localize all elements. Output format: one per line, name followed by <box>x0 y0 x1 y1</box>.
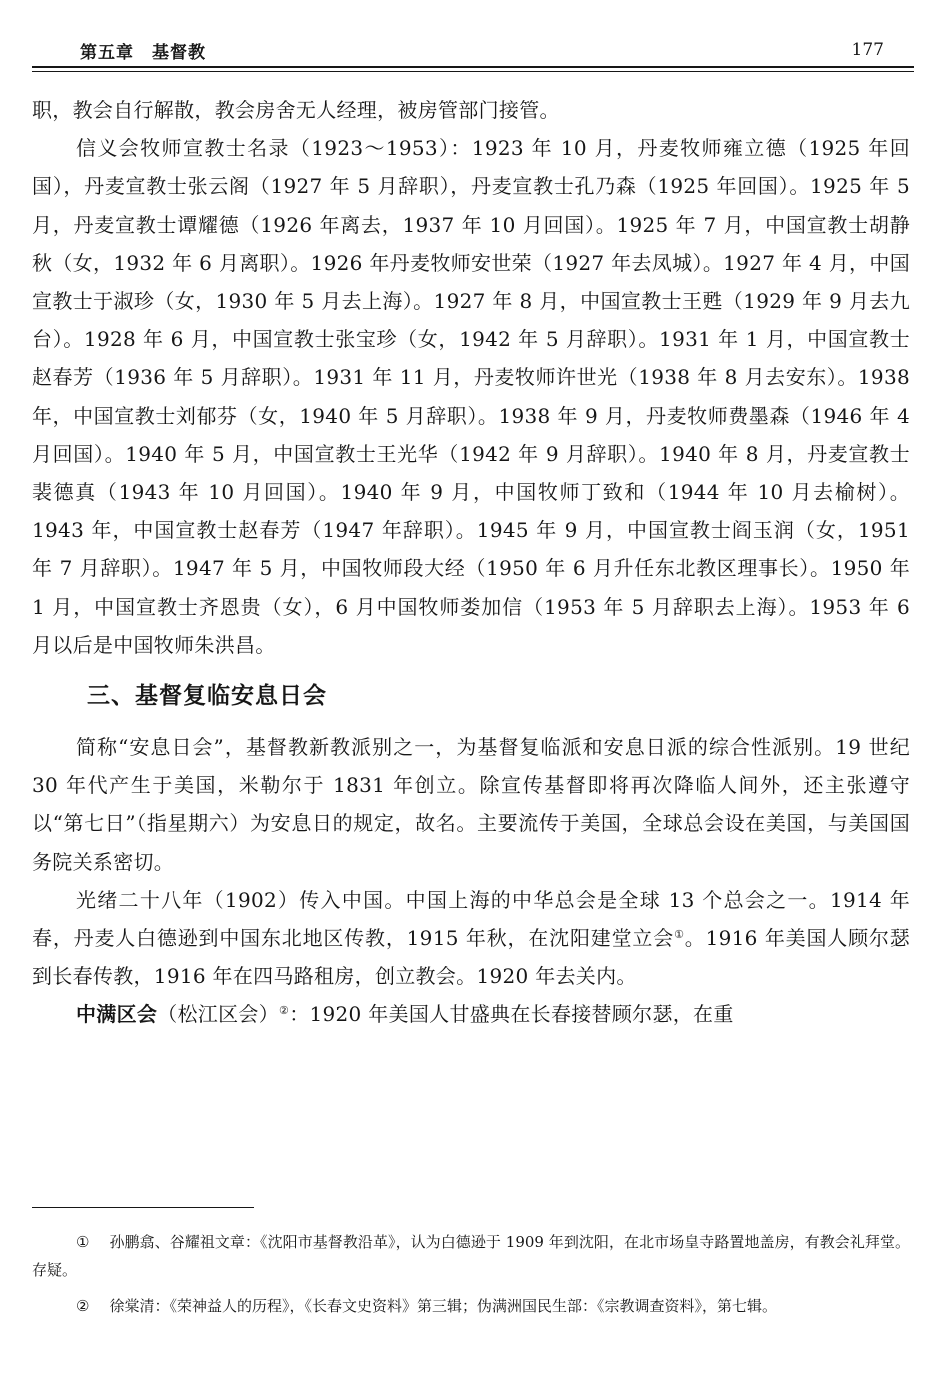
header-rule <box>32 66 914 68</box>
running-header <box>32 38 914 68</box>
paragraph-text: ：1920 年美国人甘盛典在长春接替顾尔瑟，在重 <box>289 1002 734 1027</box>
footnote-mark: ② <box>76 1297 90 1315</box>
chapter-title: 第五章 基督教 <box>80 43 206 63</box>
footnotes <box>32 1228 910 1328</box>
footnote-ref-1[interactable]: ① <box>674 928 685 942</box>
paragraph-text: 光绪二十八年（1902）传入中国。中国上海的中华总会是全球 13 个总会之一。1914 年春，丹麦人白德逊到中国东北地区传教，1915 年秋，在沈阳建堂立会 <box>32 887 910 951</box>
body-text <box>32 91 910 1034</box>
footnote-ref-2[interactable]: ② <box>279 1004 290 1018</box>
footnote-mark: ① <box>76 1233 90 1251</box>
paragraph-definition: 简称“安息日会”，基督教新教派别之一，为基督复临派和安息日派的综合性派别。19 世纪 30 年代产生于美国，米勒尔于 1831 年创立。除宣传基督即将再次降临人间外，还主张遵守以“第七日”（指星期六）为安息日的规定，故名。主要流传于美国，全球总会设在美国，与美国国务院关系密切。 <box>32 735 910 874</box>
paragraph-text: 。1916 年美国人顾尔瑟到长春传教，1916 年在四马路租房，创立教会。1920 年去关内。 <box>32 926 911 989</box>
paragraph-continuation: 职，教会自行解散，教会房舍无人经理，被房管部门接管。 <box>32 98 560 122</box>
paragraph-zhongman-district <box>32 995 910 1033</box>
section-heading: 三、基督复临安息日会 <box>87 683 327 710</box>
footnote-2 <box>32 1292 910 1320</box>
footnote-text: 孙鹏翕、谷耀祖文章：《沈阳市基督教沿革》，认为白德逊于 1909 年到沈阳，在北市场皇寺路置地盖房，有教会礼拜堂。存疑。 <box>32 1233 910 1279</box>
run-in-suffix: （松江区会） <box>157 1002 280 1027</box>
header-rule-thin <box>32 71 914 72</box>
footnote-rule <box>32 1207 254 1208</box>
footnote-1 <box>32 1228 910 1284</box>
footnote-text: 徐棠清：《荣神益人的历程》，《长春文史资料》第三辑；伪满洲国民生部：《宗教调查资料》，第七辑。 <box>109 1297 777 1315</box>
paragraph-introduction-to-china <box>32 881 910 996</box>
run-in-heading: 中满区会 <box>76 1002 158 1027</box>
page-number: 177 <box>851 40 884 60</box>
paragraph-missionary-roster: 信义会牧师宣教士名录（1923～1953）：1923 年 10 月，丹麦牧师雍立德（1925 年回国），丹麦宣教士张云阁（1927 年 5 月辞职），丹麦宣教士孔乃森（1925 年回国）。1925 年 5 月，丹麦宣教士谭耀德（1926 年离去，1937 年 10 月回国）。1925 年 7 月，中国宣教士胡静秋（女，1932 年 6 月离职）。1926 年丹麦牧师安世荣（1927 年去凤城）。1927 年 4 月，中国宣教士于淑珍（女，1930 年 5 月去上海）。1927 年 8 月，中国宣教士王甦（1929 年 9 月去九台）。1928 年 6 月，中国宣教士张宝珍（女，1942 年 5 月辞职）。1931 年 1 月，中国宣教士赵春芳（1936 年 5 月辞职）。1931 年 11 月，丹麦牧师许世光（1938 年 8 月去安东）。1938 年，中国宣教士刘郁芬（女，1940 年 5 月辞职）。1938 年 9 月，丹麦牧师费墨森（1946 年 4 月回国）。1940 年 5 月，中国宣教士王光华（1942 年 9 月辞职）。1940 年 8 月，丹麦宣教士裴德真（1943 年 10 月回国）。1940 年 9 月，中国牧师丁致和（1944 年 10 月去榆树）。1943 年，中国宣教士赵春芳（1947 年辞职）。1945 年 9 月，中国宣教士阎玉润（女，1951 年 7 月辞职）。1947 年 5 月，中国牧师段大经（1950 年 6 月升任东北教区理事长）。1950 年 1 月，中国宣教士齐恩贵（女），6 月中国牧师娄加信（1953 年 5 月辞职去上海）。1953 年 6 月以后是中国牧师朱洪昌。 <box>32 136 910 657</box>
